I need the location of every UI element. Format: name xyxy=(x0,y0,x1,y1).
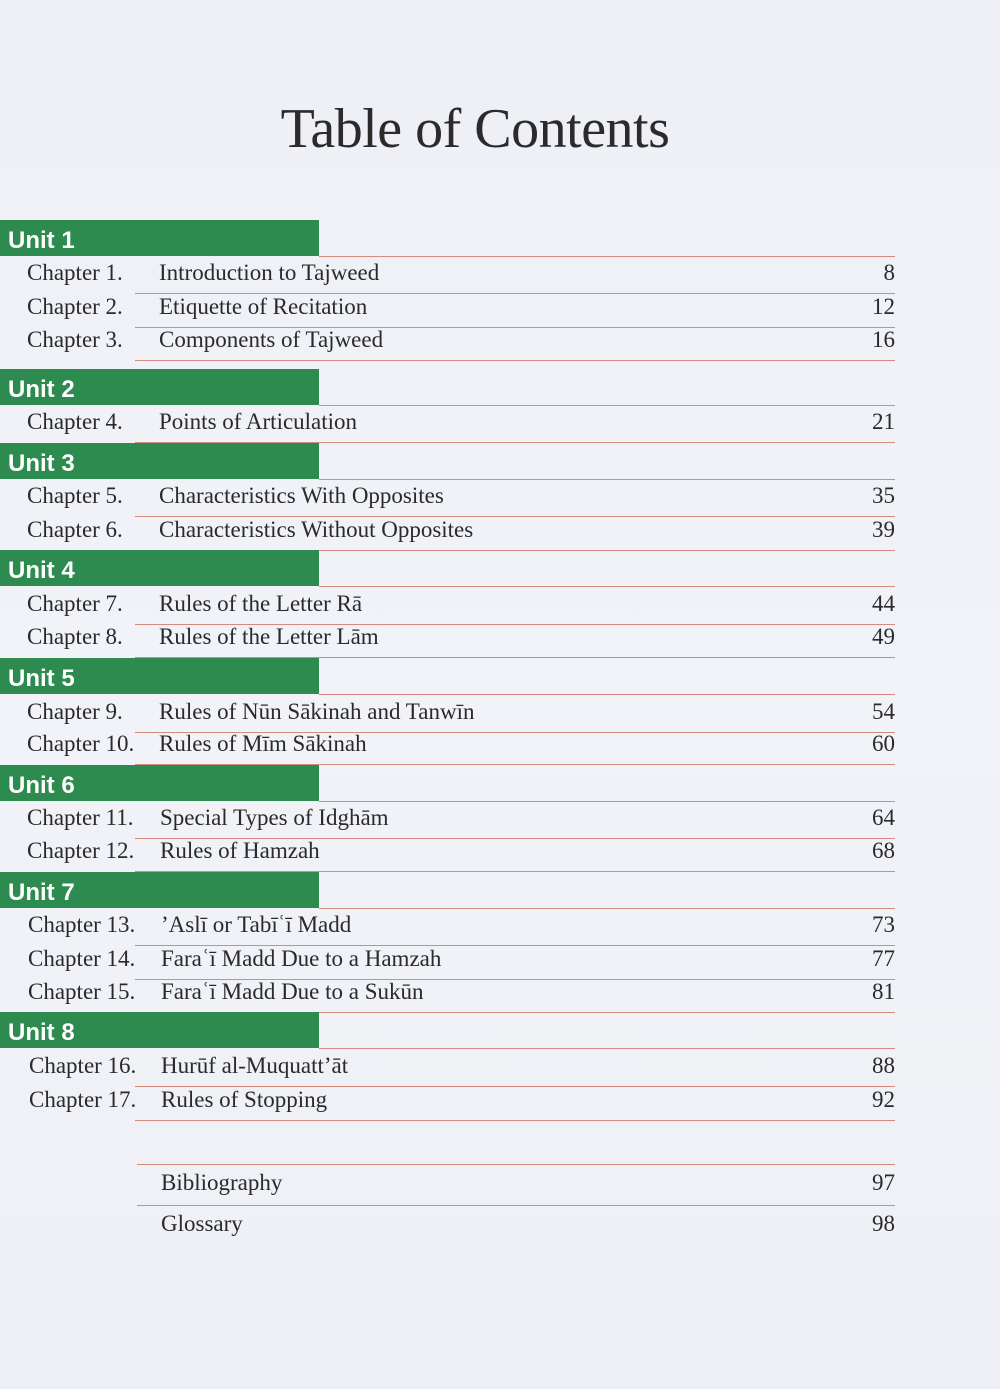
chapter-number: Chapter 13. xyxy=(28,912,136,937)
chapter-title[interactable]: Rules of Mīm Sākinah xyxy=(159,731,367,756)
page-number: 16 xyxy=(872,327,895,352)
page-number: 44 xyxy=(872,591,895,616)
page-number: 54 xyxy=(872,699,895,724)
unit-rule xyxy=(319,256,895,257)
chapter-title[interactable]: Rules of the Letter Lām xyxy=(159,624,379,649)
back-rule xyxy=(137,1205,895,1206)
row-rule xyxy=(135,360,895,361)
chapter-title[interactable]: Rules of Stopping xyxy=(161,1087,328,1112)
chapter-title[interactable]: Characteristics With Opposites xyxy=(159,483,444,508)
page-number: 68 xyxy=(872,838,895,863)
chapter-title[interactable]: Etiquette of Recitation xyxy=(159,294,368,319)
page-number: 77 xyxy=(872,946,895,971)
unit-header: Unit 5 xyxy=(0,658,319,694)
page-number: 64 xyxy=(872,805,895,830)
page-number: 21 xyxy=(872,409,895,434)
row-rule xyxy=(135,1120,895,1121)
page-number: 12 xyxy=(872,294,895,319)
page-number: 92 xyxy=(872,1087,895,1112)
page-number: 81 xyxy=(872,979,895,1004)
unit-rule xyxy=(319,908,895,909)
chapter-number: Chapter 3. xyxy=(27,327,123,352)
page-number: 98 xyxy=(872,1211,895,1236)
chapter-number: Chapter 6. xyxy=(27,517,123,542)
chapter-number: Chapter 11. xyxy=(27,805,134,830)
back-matter-title[interactable]: Bibliography xyxy=(161,1170,283,1195)
chapter-title[interactable]: Points of Articulation xyxy=(159,409,358,434)
page-title: Table of Contents xyxy=(280,98,670,160)
chapter-number: Chapter 7. xyxy=(27,591,123,616)
unit-header: Unit 3 xyxy=(0,443,319,479)
chapter-title[interactable]: Faraʿī Madd Due to a Hamzah xyxy=(161,946,442,971)
page-number: 88 xyxy=(872,1053,895,1078)
unit-header: Unit 8 xyxy=(0,1012,319,1048)
chapter-title[interactable]: Components of Tajweed xyxy=(159,327,384,352)
chapter-number: Chapter 4. xyxy=(27,409,123,434)
page-number: 73 xyxy=(872,912,895,937)
page-number: 8 xyxy=(883,260,895,285)
chapter-number: Chapter 14. xyxy=(28,946,136,971)
unit-header: Unit 4 xyxy=(0,550,319,586)
unit-rule xyxy=(319,801,895,802)
chapter-number: Chapter 8. xyxy=(27,624,123,649)
chapter-number: Chapter 2. xyxy=(27,294,123,319)
chapter-title[interactable]: ’Aslī or Tabīʿī Madd xyxy=(161,912,352,937)
unit-rule xyxy=(319,694,895,695)
back-rule xyxy=(137,1164,895,1165)
chapter-number: Chapter 9. xyxy=(27,699,123,724)
chapter-number: Chapter 10. xyxy=(27,731,135,756)
chapter-number: Chapter 12. xyxy=(27,838,135,863)
chapter-title[interactable]: Introduction to Tajweed xyxy=(159,260,380,285)
chapter-title[interactable]: Special Types of Idghām xyxy=(160,805,389,830)
chapter-title[interactable]: Rules of Hamzah xyxy=(160,838,320,863)
unit-rule xyxy=(319,586,895,587)
page-number: 60 xyxy=(872,731,895,756)
chapter-title[interactable]: Rules of the Letter Rā xyxy=(159,591,363,616)
chapter-number: Chapter 15. xyxy=(28,979,136,1004)
chapter-number: Chapter 17. xyxy=(29,1087,137,1112)
unit-rule xyxy=(319,479,895,480)
unit-rule xyxy=(319,1048,895,1049)
unit-header: Unit 7 xyxy=(0,872,319,908)
unit-rule xyxy=(319,405,895,406)
chapter-number: Chapter 1. xyxy=(27,260,123,285)
chapter-title[interactable]: Rules of Nūn Sākinah and Tanwīn xyxy=(159,699,475,724)
chapter-title[interactable]: Characteristics Without Opposites xyxy=(159,517,474,542)
page-number: 49 xyxy=(872,624,895,649)
page-number: 35 xyxy=(872,483,895,508)
unit-header: Unit 2 xyxy=(0,369,319,405)
chapter-title[interactable]: Faraʿī Madd Due to a Sukūn xyxy=(161,979,424,1004)
chapter-title[interactable]: Hurūf al-Muquatt’āt xyxy=(161,1053,349,1078)
unit-header: Unit 6 xyxy=(0,765,319,801)
back-matter-title[interactable]: Glossary xyxy=(161,1211,243,1236)
unit-header: Unit 1 xyxy=(0,220,319,256)
page-number: 39 xyxy=(872,517,895,542)
page-number: 97 xyxy=(872,1170,895,1195)
chapter-number: Chapter 5. xyxy=(27,483,123,508)
chapter-number: Chapter 16. xyxy=(29,1053,137,1078)
